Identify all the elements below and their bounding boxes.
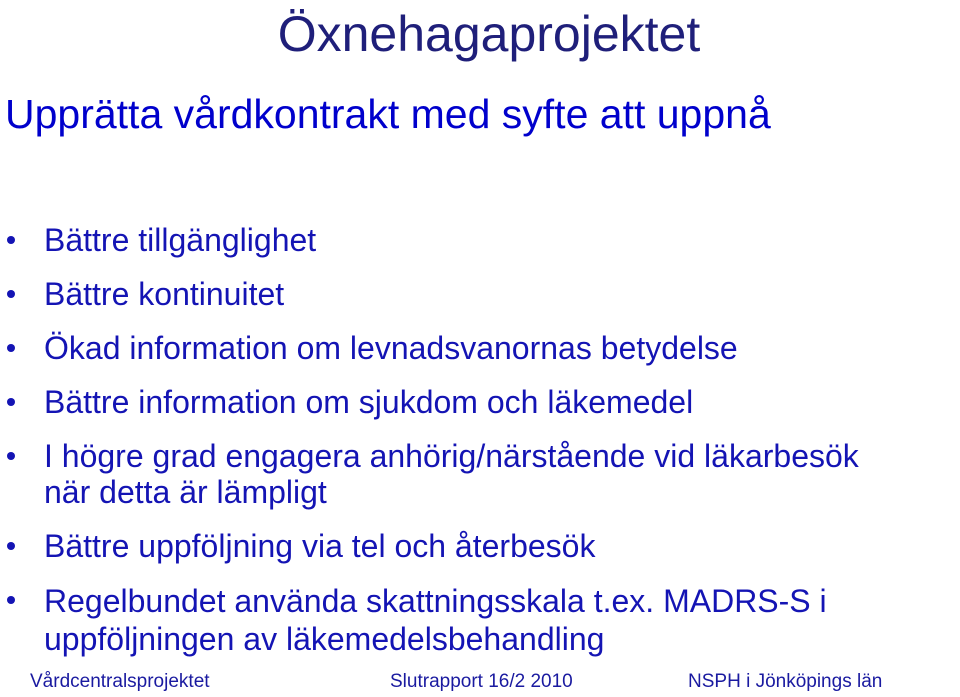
footer-left: Vårdcentralsprojektet [30, 671, 210, 692]
bullet-dot-icon [7, 344, 15, 352]
bullet-text: Bättre tillgänglighet [44, 222, 317, 258]
bullet-dot-icon [7, 542, 15, 550]
footer-center: Slutrapport 16/2 2010 [390, 671, 573, 692]
bullet-list [0, 222, 960, 676]
bullet-item [0, 438, 904, 510]
bullet-text: Ökad information om levnadsvanornas betydelse [44, 330, 738, 366]
footer-right: NSPH i Jönköpings län [688, 671, 883, 692]
bullet-dot-icon [7, 236, 15, 244]
bullet-item [0, 222, 960, 258]
bullet-text: I högre grad engagera anhörig/närstående vid läkarbesök när detta är lämpligt [44, 438, 859, 510]
bullet-item [0, 582, 960, 658]
bullet-text: Bättre kontinuitet [44, 276, 285, 312]
bullet-text: Regelbundet använda skattningsskala t.ex. MADRS-S i uppföljningen av läkemedelsbehandling [44, 583, 827, 657]
bullet-dot-icon [7, 290, 15, 298]
bullet-dot-icon [7, 398, 15, 406]
slide-title [0, 4, 960, 64]
bullet-item [0, 330, 960, 366]
bullet-item [0, 276, 960, 312]
slide-subtitle: Upprätta vårdkontrakt med syfte att uppnå [5, 91, 771, 137]
bullet-item [0, 528, 960, 564]
bullet-item [0, 384, 960, 420]
bullet-dot-icon [7, 596, 15, 604]
bullet-dot-icon [7, 452, 15, 460]
slide-title-text: Öxnehagaprojektet [277, 6, 701, 62]
bullet-text: Bättre information om sjukdom och läkemedel [44, 384, 694, 420]
bullet-text: Bättre uppföljning via tel och återbesök [44, 528, 596, 564]
